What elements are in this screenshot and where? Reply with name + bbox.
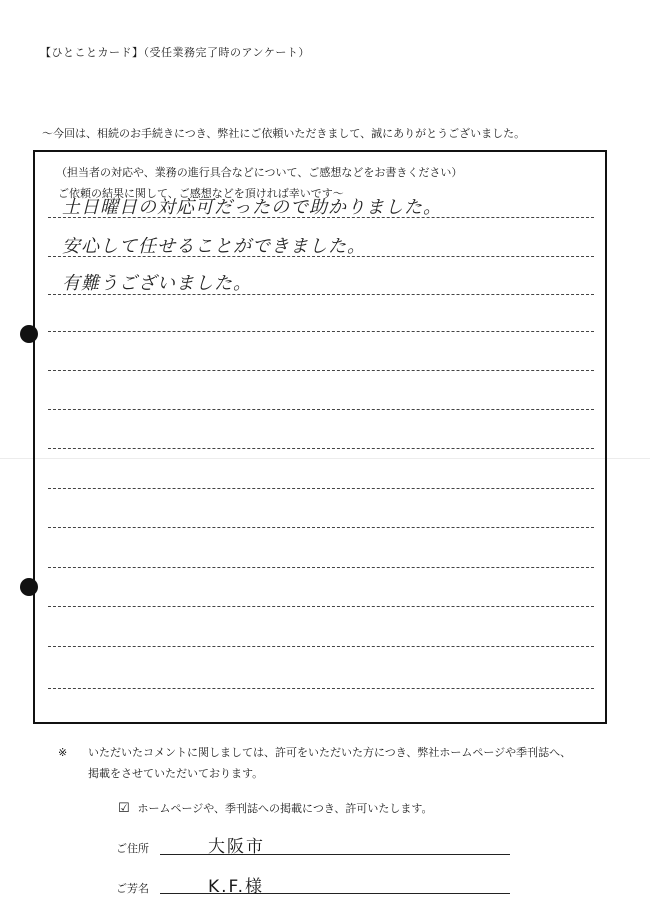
writing-line [48, 606, 594, 607]
card-title: 【ひとことカード】（受任業務完了時のアンケート） [40, 46, 310, 59]
address-value: 大阪市 [208, 837, 265, 857]
binder-hole-bottom [20, 578, 38, 596]
handwritten-line-3: 有難うございました。 [62, 273, 252, 294]
address-underline [160, 854, 510, 855]
name-label: ご芳名 [116, 882, 149, 895]
notice-mark: ※ [58, 746, 68, 759]
writing-line [48, 331, 594, 332]
writing-line [48, 527, 594, 528]
address-label: ご住所 [116, 842, 149, 855]
writing-line [48, 409, 594, 410]
notice-line-1: いただいたコメントに関しましては、許可をいただいた方につき、弊社ホームページや季刊誌へ、 [88, 746, 572, 759]
consent-row [118, 800, 433, 816]
writing-line [48, 488, 594, 489]
writing-line [48, 370, 594, 371]
writing-line [48, 448, 594, 449]
checkbox-checked-icon[interactable]: ☑ [118, 801, 130, 816]
name-value: K.F.様 [208, 877, 265, 897]
publication-notice [58, 742, 571, 784]
consent-text: ホームページや、季刊誌への掲載につき、許可いたします。 [137, 802, 433, 815]
handwritten-line-2: 安心して任せることができました。 [62, 236, 366, 257]
notice-line-2: 掲載をさせていただいております。 [88, 767, 264, 780]
writing-line [48, 688, 594, 689]
comment-prompt: （担当者の対応や、業務の進行具合などについて、ご感想などをお書きください） [56, 166, 463, 179]
writing-line [48, 646, 594, 647]
writing-line [48, 567, 594, 568]
intro-line-1: ～今回は、相続のお手続きにつき、弊社にご依頼いただきまして、誠にありがとうございました。 [42, 127, 526, 140]
handwritten-line-1: 土日曜日の対応可だったので助かりました。 [62, 197, 442, 218]
intro-line-2: ご依頼の結果に関して、ご感想などを頂ければ幸いです～ [58, 187, 344, 200]
binder-hole-top [20, 325, 38, 343]
name-underline [160, 893, 510, 894]
